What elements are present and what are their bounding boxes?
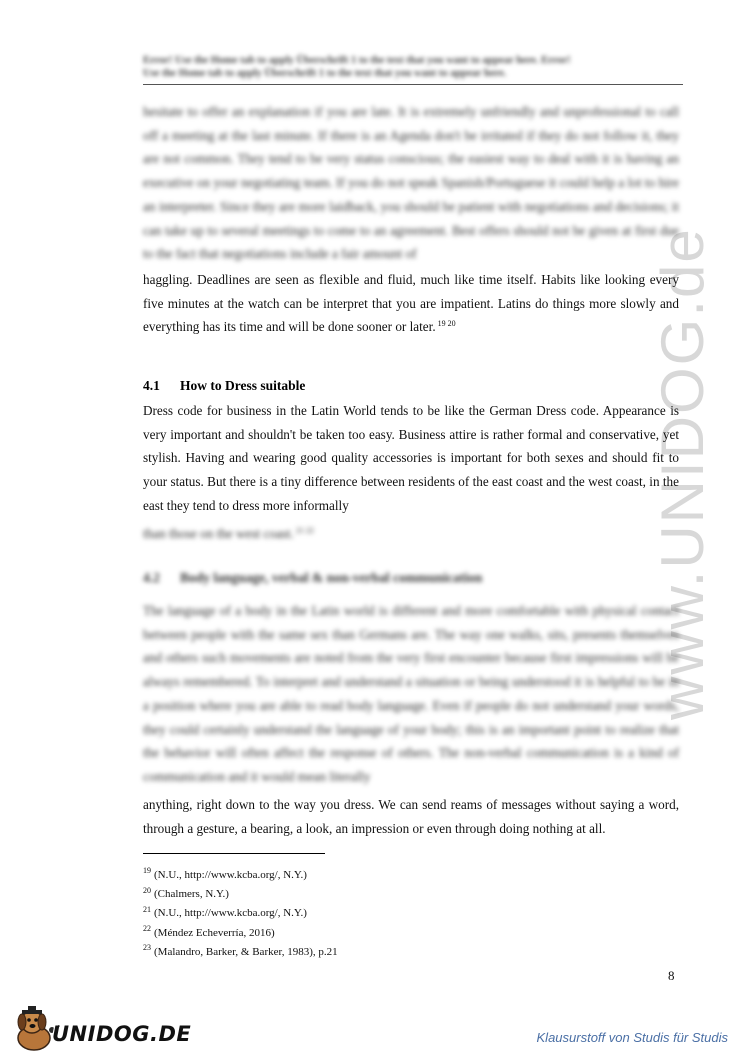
section-heading-4-1 xyxy=(143,378,305,394)
footer-tagline: Klausurstoff von Studis für Studis xyxy=(536,1030,728,1045)
footnote: $^{20}$ (Chalmers, N.Y.) xyxy=(143,885,229,901)
running-header xyxy=(143,54,683,80)
paragraph-3-visible: anything, right down to the way you dress. We can send reams of messages without saying a word, through a gesture, a bearing, a look, an impression or even through doing nothing at all. xyxy=(143,797,679,836)
footnote: $^{22}$ (Méndez Echeverría, 2016) xyxy=(143,923,275,939)
logo-text: UNIDOG.DE xyxy=(52,1022,192,1046)
paragraph-3-blurred: The language of a body in the Latin world is different and more comfortable with physical contact between people with the same sex than Germans are. The way one walks, sits, presents themselves and others such movements are noted from the very first encounter because first impressions will be always remembered. To interpret and understand a situation or being understood it is helpful to be in a position where you are able to read body language. Even if people do not understand your words, they could certainly understand the language of your body; this is an important point to realize that the behavior will often affect the response of others. The non-verbal communication is a kind of communication and it would mean literally xyxy=(143,603,679,784)
footnote-ref-19-20: 19 20 xyxy=(437,319,456,329)
section-number: 4.2 xyxy=(143,570,160,585)
header-rule xyxy=(143,84,683,85)
section-title: Body language, verbal & non-verbal communication xyxy=(180,570,483,585)
watermark-text: www.UNIDOG.de xyxy=(649,227,716,720)
section-heading-4-2 xyxy=(143,570,482,586)
section-number: 4.1 xyxy=(143,378,160,393)
header-line-1: Error! Use the Home tab to apply Überschrift 1 to the text that you want to appear here. Error! xyxy=(143,55,571,66)
footnote: $^{19}$ (N.U., http://www.kcba.org/, N.Y.) xyxy=(143,866,307,881)
paragraph-2-visible: Dress code for business in the Latin World tends to be like the German Dress code. Appearance is very important and shouldn't be taken too easy. Business attire is rather formal and conservative, yet stylish. Having and wearing good quality accessories is important for both sexes and should fit to your status. But there is a tiny difference between residents of the east coast and the west coast, in the east they tend to dress more informally xyxy=(143,403,679,513)
footnote: $^{23}$ (Malandro, Barker, & Barker, 1983), p.21 xyxy=(143,943,338,958)
footnote-rule xyxy=(143,853,325,854)
footnote: $^{21}$ (N.U., http://www.kcba.org/, N.Y.) xyxy=(143,904,307,920)
paragraph-1-text: haggling. Deadlines are seen as flexible and fluid, much like time itself. Habits like looking every five minutes at the watch can be interpret that you are impatient. Latins do things more slowly and everything has its time and will be done sooner or later. xyxy=(143,272,679,335)
header-line-2: Use the Home tab to apply Überschrift 1 to the text that you want to appear here. xyxy=(143,68,507,79)
paragraph-1-visible xyxy=(143,268,679,339)
footnotes xyxy=(143,866,338,962)
page-number: 8 xyxy=(668,968,675,983)
paragraph-2-blurred-text: than those on the west coast. xyxy=(143,526,294,541)
paragraph-2-blurred xyxy=(143,522,679,546)
section-title: How to Dress suitable xyxy=(180,378,306,393)
paragraph-1-blurred: hesitate to offer an explanation if you are late. It is extremely unfriendly and unprofessional to call off a meeting at the last minute. If there is an Agenda don't be irritated if they do not follow it, they are not common. They tend to be very status conscious; the easiest way to deal with it is having an executive on your negotiating team. If you do not speak Spanish/Portuguese it could help a lot to hire an interpreter. Since they are more laidback, you should be patient with negotiations and decisions; it can take up to several meetings to come to an agreement. Best offers should not be given at first due to the fact that negotiations include a fair amount of xyxy=(143,104,679,262)
footnote-ref-21-22: 21 22 xyxy=(295,525,314,535)
